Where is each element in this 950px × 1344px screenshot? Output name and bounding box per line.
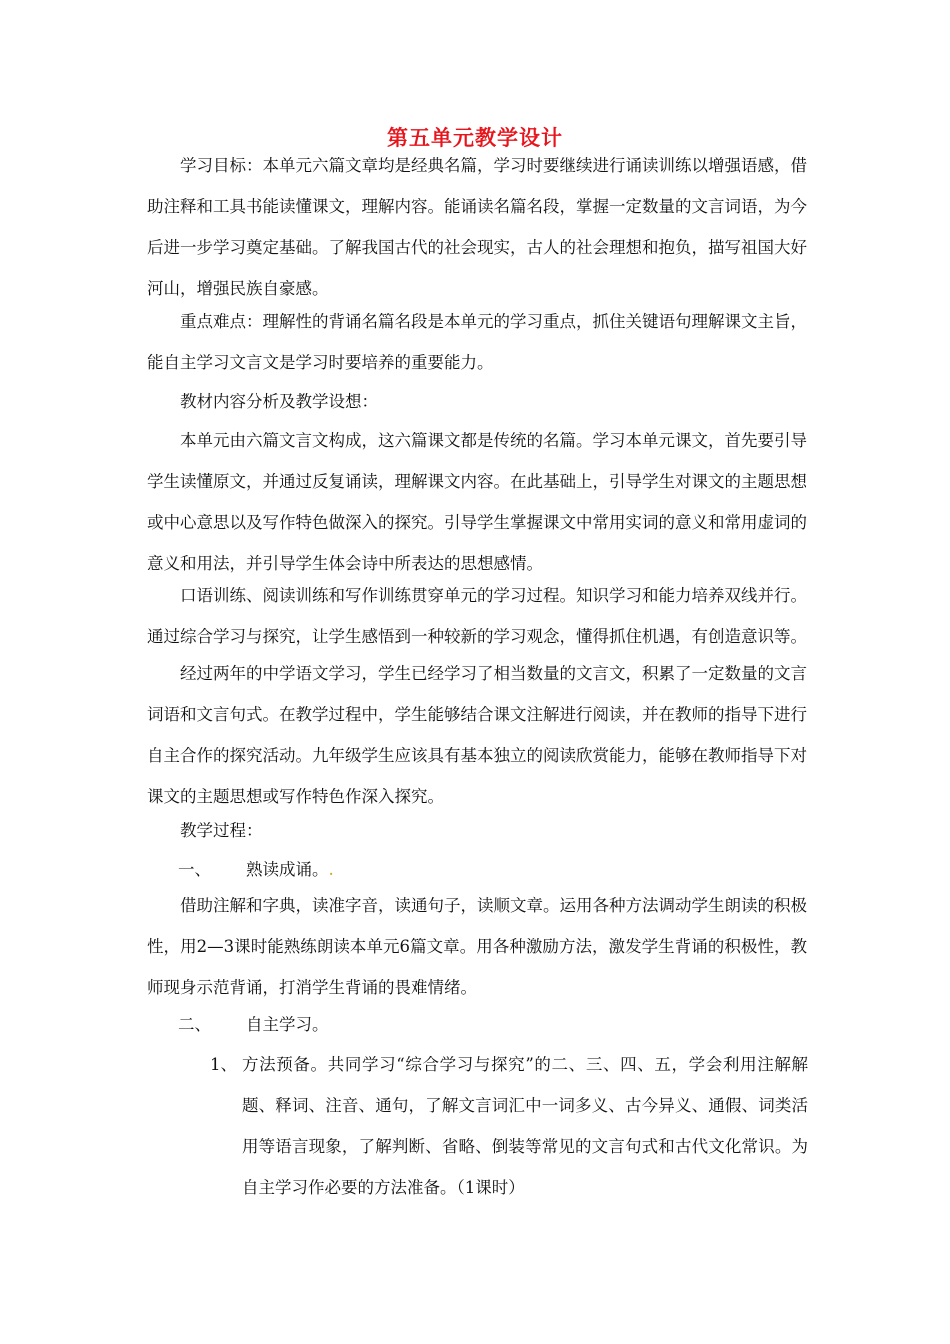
step-1-heading bbox=[178, 849, 334, 890]
step-2-heading bbox=[178, 1004, 329, 1045]
step-2-number: 二、 bbox=[178, 1015, 211, 1034]
document-title: 第五单元教学设计 bbox=[387, 125, 563, 150]
analysis-paragraph-3: 经过两年的中学语文学习，学生已经学习了相当数量的文言文，积累了一定数量的文言词语和文言句式。在教学过程中，学生能够结合课文注解进行阅读，并在教师的指导下进行自主合作的探究活动。九年级学生应该具有基本独立的阅读欣赏能力，能够在教师指导下对课文的主题思想或写作特色作深入探究。 bbox=[147, 664, 807, 806]
analysis-paragraph-2: 口语训练、阅读训练和写作训练贯穿单元的学习过程。知识学习和能力培养双线并行。通过综合学习与探究，让学生感悟到一种较新的学习观念，懂得抓住机遇，有创造意识等。 bbox=[147, 586, 807, 646]
sub-item-1-number: 1、 bbox=[210, 1055, 237, 1074]
mark-dot: . bbox=[328, 860, 334, 879]
process-heading: 教学过程： bbox=[180, 821, 263, 840]
step-1-body: 借助注解和字典，读准字音，读通句子，读顺文章。运用各种方法调动学生朗读的积极性，用2—3课时能熟练朗读本单元6篇文章。用各种激励方法，激发学生背诵的积极性，教师现身示范背诵，打消学生背诵的畏难情绪。 bbox=[147, 896, 807, 997]
sub-item-1 bbox=[210, 1044, 808, 1208]
analysis-heading: 教材内容分析及教学设想： bbox=[180, 392, 378, 411]
objectives-paragraph: 学习目标：本单元六篇文章均是经典名篇，学习时要继续进行诵读训练以增强语感，借助注释和工具书能读懂课文，理解内容。能诵读名篇名段，掌握一定数量的文言词语，为今后进一步学习奠定基础。了解我国古代的社会现实，古人的社会理想和抱负，描写祖国大好河山，增强民族自豪感。 bbox=[147, 156, 807, 298]
analysis-paragraph-1: 本单元由六篇文言文构成，这六篇课文都是传统的名篇。学习本单元课文，首先要引导学生读懂原文，并通过反复诵读，理解课文内容。在此基础上，引导学生对课文的主题思想或中心意思以及写作特色做深入的探究。引导学生掌握课文中常用实词的意义和常用虚词的意义和用法，并引导学生体会诗中所表达的思想感情。 bbox=[147, 431, 807, 573]
key-points-paragraph: 重点难点：理解性的背诵名篇名段是本单元的学习重点，抓住关键语句理解课文主旨，能自主学习文言文是学习时要培养的重要能力。 bbox=[147, 312, 807, 372]
step-2-title: 自主学习。 bbox=[246, 1015, 329, 1034]
step-1-number: 一、 bbox=[178, 860, 211, 879]
step-1-title: 熟读成诵。 bbox=[246, 860, 329, 879]
sub-item-1-body: 方法预备。共同学习“综合学习与探究”的二、三、四、五，学会利用注解解题、释词、注音、通句，了解文言词汇中一词多义、古今异义、通假、词类活用等语言现象，了解判断、省略、倒装等常见的文言句式和古代文化常识。为自主学习作必要的方法准备。（1课时） bbox=[242, 1055, 808, 1197]
